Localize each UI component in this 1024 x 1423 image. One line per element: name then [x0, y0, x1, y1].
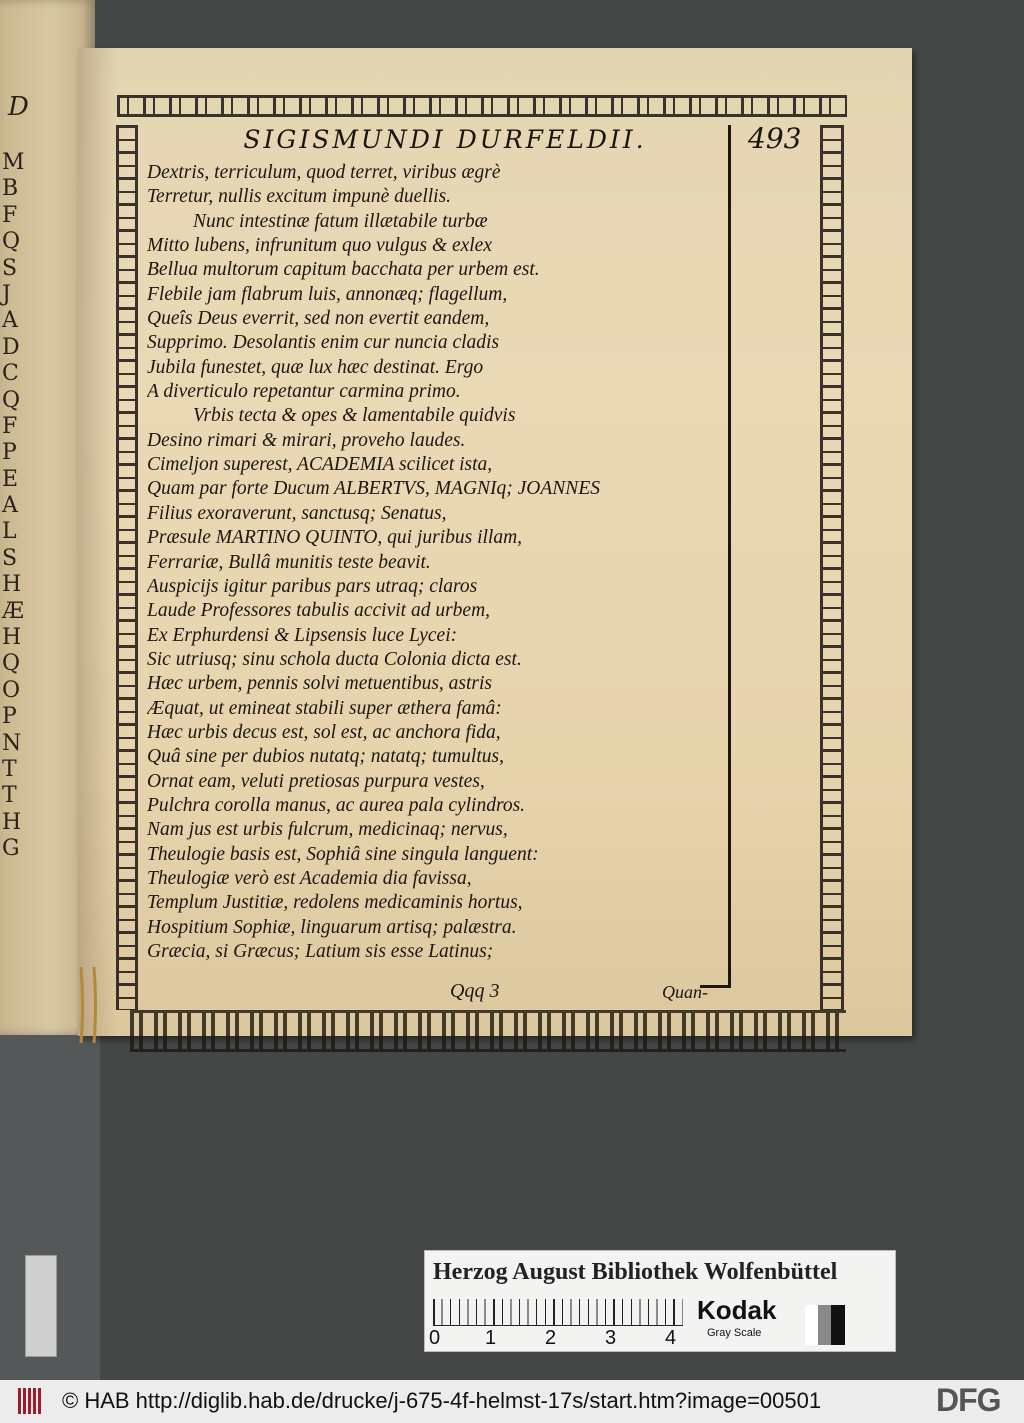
gray-patch-mid	[818, 1305, 831, 1345]
previous-page-letter: F	[2, 202, 18, 228]
color-reference-card	[424, 1250, 896, 1352]
gray-patch-white	[805, 1305, 818, 1345]
poem-line: Theulogie basis est, Sophiâ sine singula languent:	[147, 843, 539, 865]
poem-line: Jubila funestet, quæ lux hæc destinat. Ergo	[147, 356, 484, 378]
previous-page-letter: Q	[2, 651, 21, 677]
poem-line: Bellua multorum capitum bacchata per urbem est.	[147, 259, 540, 281]
poem-line: Terretur, nullis excitum impunè duellis.	[147, 186, 452, 208]
previous-page-letters	[2, 150, 30, 863]
ruler-label: 3	[605, 1327, 617, 1349]
poem-line: Laude Professores tabulis accivit ad urbem,	[147, 600, 491, 622]
previous-page-letter: G	[2, 836, 20, 862]
hab-logo-icon	[18, 1388, 44, 1414]
poem-line: Supprimo. Desolantis enim cur nuncia cladis	[147, 332, 500, 354]
page-number: 493	[748, 122, 802, 155]
poem-line: Hospitium Sophiæ, linguarum artisq; palæstra.	[147, 916, 517, 938]
poem-line: Auspicijs igitur paribus pars utraq; claros	[147, 575, 478, 597]
poem-line: Dextris, terriculum, quod terret, viribus ægrè	[147, 162, 501, 183]
previous-page-letter: H	[2, 809, 22, 835]
previous-page-letter: O	[2, 677, 21, 703]
poem-line: Flebile jam flabrum luis, annonæq; flagellum,	[147, 283, 508, 305]
gray-scale-label: Gray Scale	[707, 1327, 762, 1339]
poem-line: Ex Erphurdensi & Lipsensis luce Lycei:	[147, 624, 458, 646]
previous-page-letter: L	[2, 519, 17, 545]
previous-page-letter: S	[2, 545, 18, 571]
previous-page-letter: A	[2, 308, 18, 334]
ruler-labels	[429, 1327, 689, 1349]
previous-page-letter: P	[2, 440, 17, 466]
ruler-label: 1	[485, 1327, 497, 1349]
poem-line: Quam par forte Ducum ALBERTVS, MAGNIq; JOANNES	[147, 478, 600, 500]
poem-line: Vrbis tecta & opes & lamentabile quidvis	[193, 405, 516, 427]
poem-line: Sic utriusq; sinu schola ducta Colonia dicta est.	[147, 648, 522, 670]
inner-rule-vertical	[728, 125, 731, 987]
poem-line: Præsule MARTINO QUINTO, qui juribus illam,	[147, 527, 523, 549]
spine-label	[25, 1255, 57, 1357]
previous-page-letter: H	[2, 625, 22, 651]
poem-line: Græcia, si Græcus; Latium sis esse Latinus;	[147, 941, 494, 962]
previous-page-letter: M	[2, 150, 25, 175]
poem-text-block	[147, 161, 727, 964]
kodak-logo: Kodak	[697, 1295, 777, 1325]
poem-line: A diverticulo repetantur carmina primo.	[147, 381, 461, 403]
gray-patches	[805, 1305, 845, 1345]
previous-page-letter: C	[2, 361, 19, 387]
poem-line: Templum Justitiæ, redolens medicaminis hortus,	[147, 892, 523, 914]
poem-line: Hæc urbem, pennis solvi metuentibus, astris	[147, 673, 493, 695]
ornament-border-left	[116, 125, 138, 1010]
previous-page-number: D	[8, 92, 29, 122]
previous-page-letter: S	[2, 255, 18, 281]
ornament-border-right	[820, 125, 844, 1010]
poem-line: Æquat, ut emineat stabili super æthera famâ:	[147, 697, 502, 719]
poem-line: Ferrariæ, Bullâ munitis teste beavit.	[147, 551, 431, 573]
poem-line: Quâ sine per dubios nutatq; natatq; tumultus,	[147, 746, 504, 768]
poem-line: Queîs Deus everrit, sed non evertit eandem,	[147, 308, 490, 330]
poem-line: Filius exoraverunt, sanctusq; Senatus,	[147, 502, 447, 524]
ruler-label: 2	[545, 1327, 557, 1349]
measurement-ruler	[433, 1299, 683, 1326]
signature-mark: Qqq 3	[450, 980, 500, 1002]
previous-page-letter: B	[2, 176, 19, 202]
poem-line: Nunc intestinæ fatum illætabile turbæ	[193, 210, 488, 232]
ornament-border-top	[117, 95, 847, 117]
previous-page-letter: Q	[2, 387, 21, 413]
poem-line: Hæc urbis decus est, sol est, ac anchora fida,	[147, 721, 501, 743]
poem-line: Desino rimari & mirari, proveho laudes.	[147, 429, 466, 451]
gray-patch-black	[831, 1305, 845, 1345]
library-name: Herzog August Bibliothek Wolfenbüttel	[433, 1259, 838, 1285]
dfg-logo: DFG	[936, 1382, 1001, 1418]
previous-page-letter: A	[2, 493, 18, 519]
previous-page-letter: Æ	[2, 598, 25, 624]
poem-line: Cimeljon superest, ACADEMIA scilicet ista,	[147, 454, 493, 476]
previous-page-letter: E	[2, 466, 19, 492]
poem-line: Mitto lubens, infrunitum quo vulgus & exlex	[147, 235, 492, 257]
previous-page-letter: F	[2, 413, 18, 439]
poem-line: Theulogiæ verò est Academia dia favissa,	[147, 867, 472, 889]
binding-stitch	[76, 965, 102, 1045]
footer-bar	[0, 1380, 1024, 1423]
binding-spine	[0, 1035, 100, 1380]
previous-page-letter: Q	[2, 229, 21, 255]
previous-page-letter: D	[2, 334, 20, 360]
ruler-label: 0	[429, 1327, 441, 1349]
previous-page-letter: N	[2, 730, 22, 756]
previous-page-letter: P	[2, 704, 17, 730]
poem-line: Nam jus est urbis fulcrum, medicinaq; nervus,	[147, 819, 508, 841]
poem-line: Pulchra corolla manus, ac aurea pala cylindros.	[147, 794, 526, 816]
previous-page-letter: T	[2, 783, 17, 809]
running-head: SIGISMUNDI DURFELDII.	[243, 125, 647, 154]
poem-line: Ornat eam, veluti pretiosas purpura vestes,	[147, 770, 485, 792]
previous-page-letter: J	[2, 281, 11, 307]
ornament-border-bottom	[130, 1010, 846, 1052]
previous-page-letter: H	[2, 572, 22, 598]
previous-page-letter: T	[2, 756, 17, 782]
catchword: Quan-	[662, 982, 708, 1002]
source-url[interactable]: © HAB http://diglib.hab.de/drucke/j-675-4f-helmst-17s/start.htm?image=00501	[62, 1388, 822, 1413]
ruler-label: 4	[665, 1327, 677, 1349]
